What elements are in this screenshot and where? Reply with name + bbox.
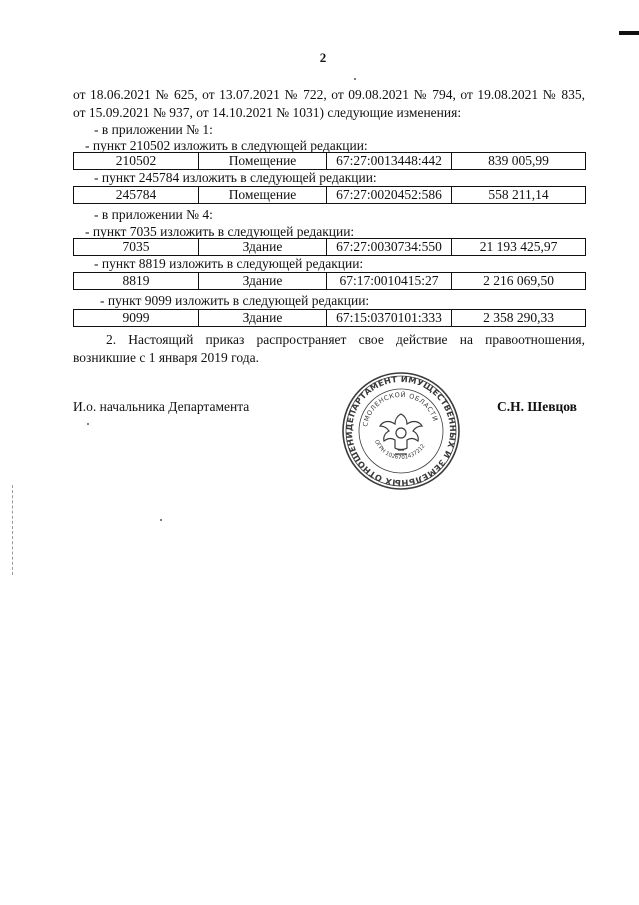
cadastral-value-cell: 558 211,14 [452, 187, 586, 204]
record-number-cell: 7035 [74, 239, 199, 256]
cadastral-value-cell: 2 358 290,33 [452, 310, 586, 327]
intro-line-2: от 15.09.2021 № 937, от 14.10.2021 № 1031) следующие изменения: [73, 105, 462, 120]
scan-corner-mark [619, 31, 639, 35]
object-type-cell: Помещение [199, 187, 327, 204]
record-table-8819 [73, 272, 586, 290]
cadastral-number-cell: 67:27:0030734:550 [327, 239, 452, 256]
appendix-1-heading: - в приложении № 1: [94, 122, 213, 137]
record-number-cell: 8819 [74, 273, 199, 290]
cadastral-value-cell: 21 193 425,97 [452, 239, 586, 256]
record-table-210502 [73, 152, 586, 170]
record-table-7035 [73, 238, 586, 256]
page-number: 2 [319, 50, 327, 65]
object-type-cell: Помещение [199, 153, 327, 170]
item-instruction-210502: - пункт 210502 изложить в следующей редакции: [85, 138, 368, 153]
cadastral-number-cell: 67:27:0013448:442 [327, 153, 452, 170]
clause-2-line-1: 2. Настоящий приказ распространяет свое действие на правоотношения, [106, 332, 585, 347]
record-table-245784 [73, 186, 586, 204]
item-instruction-7035: - пункт 7035 изложить в следующей редакции: [85, 224, 355, 239]
official-seal [340, 370, 462, 492]
cadastral-number-cell: 67:17:0010415:27 [327, 273, 452, 290]
eagle-emblem-icon [380, 414, 422, 454]
cadastral-number-cell: 67:15:0370101:333 [327, 310, 452, 327]
table-row [74, 310, 586, 327]
seal-graphic [340, 370, 462, 492]
clause-2-line-2: возникшие с 1 января 2019 года. [73, 350, 259, 365]
seal-code-text: ОГРН 1026701437212 [372, 439, 427, 462]
record-number-cell: 9099 [74, 310, 199, 327]
record-table-9099 [73, 309, 586, 327]
record-number-cell: 245784 [74, 187, 199, 204]
table-row [74, 187, 586, 204]
binding-edge-line [12, 485, 14, 575]
item-instruction-245784: - пункт 245784 изложить в следующей редакции: [94, 170, 377, 185]
table-row [74, 239, 586, 256]
appendix-4-heading: - в приложении № 4: [94, 207, 213, 222]
cadastral-number-cell: 67:27:0020452:586 [327, 187, 452, 204]
scan-speck [87, 423, 89, 425]
cadastral-value-cell: 2 216 069,50 [452, 273, 586, 290]
scan-speck [160, 519, 162, 521]
intro-line-1: от 18.06.2021 № 625, от 13.07.2021 № 722, от 09.08.2021 № 794, от 19.08.2021 № 835, [73, 87, 585, 102]
seal-outer-text: ДЕПАРТАМЕНТ ИМУЩЕСТВЕННЫХ И ЗЕМЕЛЬНЫХ ОТНОШЕНИ [343, 373, 459, 489]
seal-inner-text: СМОЛЕНСКОЙ ОБЛАСТИ [361, 390, 440, 428]
table-row [74, 153, 586, 170]
object-type-cell: Здание [199, 239, 327, 256]
item-instruction-9099: - пункт 9099 изложить в следующей редакции: [100, 293, 370, 308]
cadastral-value-cell: 839 005,99 [452, 153, 586, 170]
object-type-cell: Здание [199, 310, 327, 327]
scan-speck [354, 78, 356, 80]
table-row [74, 273, 586, 290]
object-type-cell: Здание [199, 273, 327, 290]
svg-text:СМОЛЕНСКОЙ ОБЛАСТИ [361, 390, 439, 427]
signer-title: И.о. начальника Департамента [73, 399, 250, 414]
record-number-cell: 210502 [74, 153, 199, 170]
item-instruction-8819: - пункт 8819 изложить в следующей редакции: [94, 256, 364, 271]
signer-name: С.Н. Шевцов [497, 399, 577, 414]
